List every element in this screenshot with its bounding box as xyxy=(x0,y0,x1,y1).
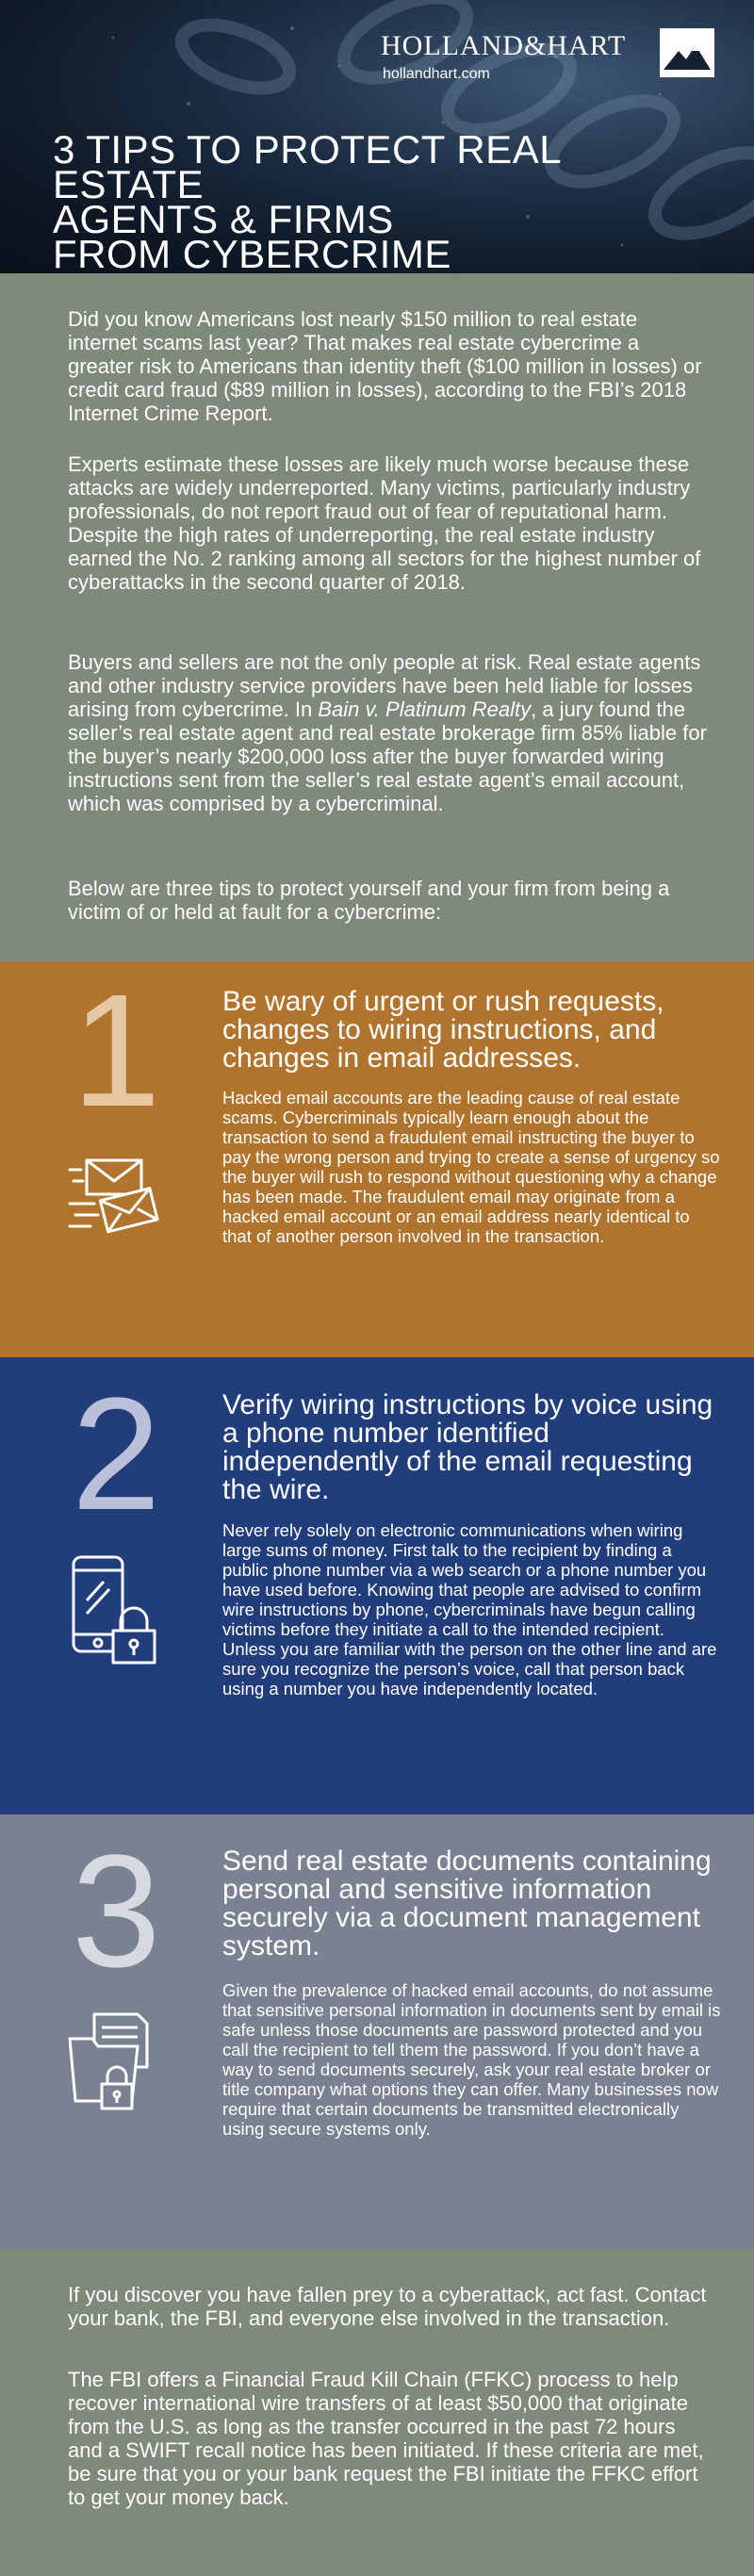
tip-3-number: 3 xyxy=(72,1822,161,2001)
title-line-2: AGENTS & FIRMS xyxy=(53,197,394,241)
locked-folder-icon xyxy=(66,2010,160,2114)
title-line-1: 3 TIPS TO PROTECT REAL ESTATE xyxy=(53,127,561,206)
intro-paragraph-3-end: , a jury found the seller’s real estate agent and real estate brokerage firm 85% liable for the buyer’s nearly $200,000 loss after the buyer forwarded wiring instructions sent from the seller’s real estate agent’s email account, which was comprised by a cybercriminal. xyxy=(68,697,707,815)
intro-paragraph-2: Experts estimate these losses are likely much worse because these attacks are widely underreported. Many victims, particularly industry professionals, do not report fraud out of fear of reputational harm. Despite the high rates of underreporting, the real estate industry earned the No. 2 ranking among all sectors for the highest number of cyberattacks in the second quarter of 2018. xyxy=(68,452,701,594)
title-line-3: FROM CYBERCRIME xyxy=(53,232,451,273)
tip-3-section xyxy=(0,1814,754,2249)
tip-2-number: 2 xyxy=(72,1365,161,1544)
tip-1-section xyxy=(0,961,754,1357)
intro-paragraph-3-start: Buyers and sellers are not the only people at risk. Real estate agents and other industry service providers have been held liable for losses arising from cybercrime. In xyxy=(68,650,701,721)
fast-email-icon xyxy=(66,1155,160,1239)
holland-hart-logo[interactable] xyxy=(381,28,720,87)
tip-2-heading: Verify wiring instructions by voice using a phone number identified independently of the email requesting the wire. xyxy=(222,1389,713,1505)
outro-paragraph-2: The FBI offers a Financial Fraud Kill Chain (FFKC) process to help recover international wire transfers of at least $50,000 that originate from the U.S. as long as the transfer occurred in the past 72 hours and a SWIFT recall notice has been initiated. If these criteria are met, be sure that you or your bank request the FBI initiate the FFKC effort to get your money back. xyxy=(68,2368,704,2509)
intro-paragraph-1: Did you know Americans lost nearly $150 million to real estate internet scams last year? That makes real estate cybercrime a greater risk to Americans than identity theft ($100 million in losses) or credit card fraud ($89 million in losses), according to the FBI’s 2018 Internet Crime Report. xyxy=(68,307,702,425)
case-name: Bain v. Platinum Realty xyxy=(318,697,532,721)
tip-1-body: Hacked email accounts are the leading cause of real estate scams. Cybercriminals typically learn enough about the transaction to send a fraudulent email instructing the buyer to pay the wrong person and trying to create a sense of urgency so the buyer will rush to respond without questioning why a change has been made. The fraudulent email may originate from a hacked email account or an email address nearly identical to that of another person involved in the transaction. xyxy=(222,1088,720,1246)
intro-paragraph-3 xyxy=(68,650,707,815)
tip-1-number: 1 xyxy=(72,961,161,1140)
mountain-logo-icon xyxy=(660,28,714,77)
tip-2-body: Never rely solely on electronic communications when wiring large sums of money. First talk to the recipient by finding a public phone number via a web search or a phone number you have used before. Knowing that people are advised to confirm wire instructions by phone, cybercriminals have begun calling victims before they initiate a call to the intended recipient. Unless you are familiar with the person on the other line and are sure you recognize the person’s voice, call that person back using a number you have independently located. xyxy=(222,1520,717,1698)
brand-url: hollandhart.com xyxy=(383,66,490,82)
phone-lock-icon xyxy=(66,1553,170,1666)
page-title xyxy=(53,127,694,273)
tip-3-body: Given the prevalence of hacked email accounts, do not assume that sensitive personal information in documents sent by email is safe unless those documents are password protected and you call the recipient to tell them the password. If you don’t have a way to send documents securely, ask your real estate broker or title company what options they can offer. Many businesses now require that certain documents be transmitted electronically using secure systems only. xyxy=(222,1980,721,2139)
intro-section xyxy=(0,273,754,961)
tip-1-heading: Be wary of urgent or rush requests, changes to wiring instructions, and changes in email addresses. xyxy=(222,986,664,1074)
tip-2-section xyxy=(0,1357,754,1814)
tip-3-heading: Send real estate documents containing personal and sensitive information securely via a document management system. xyxy=(222,1846,712,1961)
outro-section xyxy=(0,2249,754,2576)
brand-name: HOLLAND&HART xyxy=(381,30,627,61)
header-banner xyxy=(0,0,754,273)
intro-paragraph-4: Below are three tips to protect yourself and your firm from being a victim of or held at fault for a cybercrime: xyxy=(68,877,670,924)
outro-paragraph-1: If you discover you have fallen prey to a cyberattack, act fast. Contact your bank, the FBI, and everyone else involved in the transaction. xyxy=(68,2283,707,2330)
